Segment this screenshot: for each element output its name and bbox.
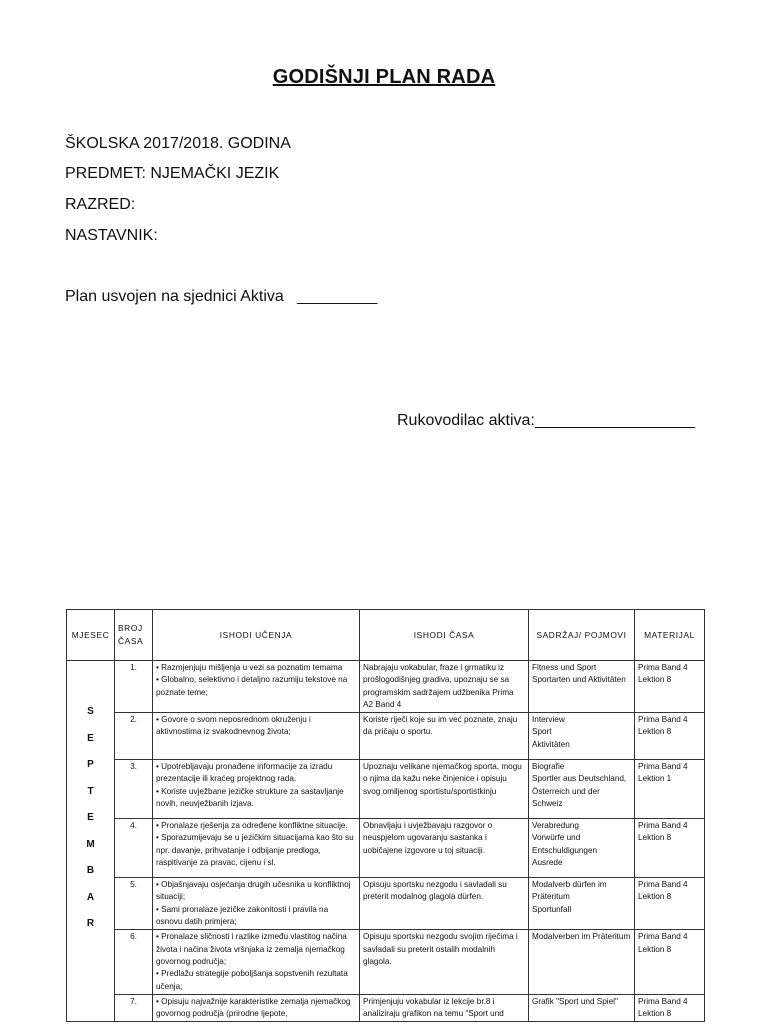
material-cell: Prima Band 4 Lektion 8 xyxy=(635,819,705,878)
material-cell: Prima Band 4 Lektion 8 xyxy=(635,994,705,1022)
table-row xyxy=(67,661,705,713)
table-row xyxy=(67,930,705,994)
header-lesson-outcomes: ISHODI ČASA xyxy=(360,610,529,661)
learning-outcome-cell: • Objašnjavaju osjećanja drugih učesnika u konfliktnoj situaciji; • Sami pronalaze jezičke zakonitosti i pravila na osnovu datih primjera; xyxy=(153,878,360,930)
head-of-active: Rukovodilac aktiva:__________________ xyxy=(397,412,696,429)
lesson-outcome-cell: Nabrajaju vokabular, fraze i grmatiku iz prošlogodišnjeg gradiva, upoznaju se sa programskim sadržajem udžbenika Prima A2 Band 4 xyxy=(360,661,529,713)
material-cell: Prima Band 4 Lektion 8 xyxy=(635,713,705,760)
header-material: MATERIJAL xyxy=(635,610,705,661)
month-letter: B xyxy=(86,865,95,876)
month-letter: E xyxy=(87,732,94,744)
table-row xyxy=(67,878,705,930)
month-letter: R xyxy=(86,918,95,929)
teacher: NASTAVNIK: xyxy=(65,227,158,244)
lesson-number: 5. xyxy=(115,878,153,930)
material-cell: Prima Band 4 Lektion 8 xyxy=(635,661,705,713)
lesson-outcome-cell: Upoznaju velikane njemačkog sporta, mogu o njima da kažu neke činjenice i opisuju svog omiljenog sportistu/sportistkinju xyxy=(360,760,529,819)
lesson-outcome-cell: Koriste riječi koje su im već poznate, znaju da pričaju o sportu. xyxy=(360,713,529,760)
subject: PREDMET: NJEMAČKI JEZIK xyxy=(65,165,280,182)
header-lesson-no: BROJ ČASA xyxy=(115,610,153,661)
learning-outcome-cell: • Pronalaze sličnosti i razlike između vlastitog načina života i načina života vršnjaka iz zemalja njemačkog govornog područja; • Predlažu strategije poboljšanja sopstvenih rezultata učenja; xyxy=(153,930,360,994)
content-cell: Interview Sport Aktivitäten xyxy=(529,713,635,760)
lesson-outcome-cell: Obnavljaju i uvježbavaju razgovor o neuspjelom ugovaranju sastanka i uobičajene izgovore u toj situaciji. xyxy=(360,819,529,878)
month-letter: P xyxy=(87,759,94,770)
learning-outcome-cell: • Opisuju najvažnije karakteristike zemalja njemačkog govornog područja (prirodne ljepote, xyxy=(153,994,360,1022)
content-cell: Grafik "Sport und Spiel" xyxy=(529,994,635,1022)
month-letter: M xyxy=(86,838,95,850)
content-cell: Verabredung Vorwürfe und Entschuldigungen Ausrede xyxy=(529,819,635,878)
table-row xyxy=(67,994,705,1022)
plan-adopted: Plan usvojen na sjednici Aktiva _________ xyxy=(65,288,378,305)
lesson-number: 1. xyxy=(115,661,153,713)
table-row xyxy=(67,760,705,819)
annual-plan-table xyxy=(66,609,705,1022)
lesson-number: 2. xyxy=(115,713,153,760)
lesson-number: 6. xyxy=(115,930,153,994)
month-letter: T xyxy=(87,785,94,797)
content-cell: Biografie Sportler aus Deutschland, Österreich und der Schweiz xyxy=(529,760,635,819)
table-row xyxy=(67,819,705,878)
material-cell: Prima Band 4 Lektion 8 xyxy=(635,878,705,930)
lesson-number: 3. xyxy=(115,760,153,819)
table-header-row xyxy=(67,610,705,661)
school-year: ŠKOLSKA 2017/2018. GODINA xyxy=(65,135,291,152)
learning-outcome-cell: • Razmjenjuju mišljenja u vezi sa poznatim temama • Globalno, selektivno i detaljno razumiju tekstove na poznate teme; xyxy=(153,661,360,713)
lesson-outcome-cell: Opisuju sportsku nezgodu i savladali su preterit modalnog glagola dürfen. xyxy=(360,878,529,930)
month-letter: E xyxy=(87,812,94,823)
header-content: SADRŽAJ/ POJMOVI xyxy=(529,610,635,661)
lesson-number: 4. xyxy=(115,819,153,878)
header-month: MJESEC xyxy=(67,610,115,661)
content-cell: Modalverb dürfen im Präteritum Sportunfall xyxy=(529,878,635,930)
header-learning-outcomes: ISHODI UČENJA xyxy=(153,610,360,661)
lesson-number: 7. xyxy=(115,994,153,1022)
grade: RAZRED: xyxy=(65,196,136,213)
content-cell: Modalverben im Präteritum xyxy=(529,930,635,994)
material-cell: Prima Band 4 Lektion 8 xyxy=(635,930,705,994)
content-cell: Fitness und Sport Sportarten und Aktivitäten xyxy=(529,661,635,713)
lesson-outcome-cell: Primjenjuju vokabular iz lekcije br.8 i analiziraju grafikon na temu "Sport und xyxy=(360,994,529,1022)
learning-outcome-cell: • Upotrebljavaju pronađene informacije za izradu prezentacije ili kraćeg projektnog rada. • Koriste uvježbane jezičke strukture za sastavljanje novih, neuvježbanih izjava. xyxy=(153,760,360,819)
month-cell xyxy=(67,661,115,1022)
month-letter: S xyxy=(87,706,94,717)
table-row xyxy=(67,713,705,760)
learning-outcome-cell: • Pronalaze rješenja za određene konfliktne situacije. • Sporazumijevaju se u jezičkim situacijama kao što su npr. davanje, prihvatanje i odbijanje predloga, raspitivanje za pravac, cijenu i sl. xyxy=(153,819,360,878)
material-cell: Prima Band 4 Lektion 1 xyxy=(635,760,705,819)
document-title: GODIŠNJI PLAN RADA xyxy=(272,66,496,88)
lesson-outcome-cell: Opisuju sportsku nezgodu svojim riječima i savladali su preterit ostalih modalnih glagola. xyxy=(360,930,529,994)
learning-outcome-cell: • Govore o svom neposrednom okruženju i aktivnostima iz svakodnevnog života; xyxy=(153,713,360,760)
month-letter: A xyxy=(86,891,95,903)
